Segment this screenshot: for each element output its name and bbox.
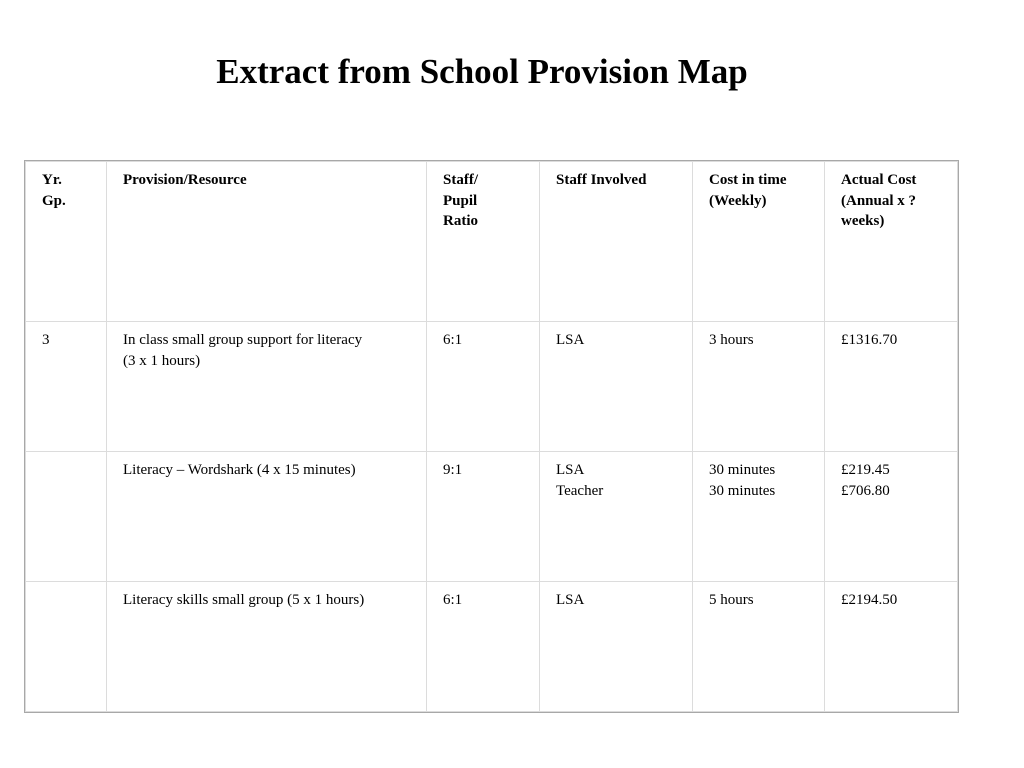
header-year-group: Yr. Gp. [26, 162, 107, 322]
cell-staff-involved: LSA [540, 322, 693, 452]
table-row [26, 322, 958, 452]
page-title: Extract from School Provision Map [216, 52, 748, 91]
header-actual-cost: Actual Cost (Annual x ? weeks) [825, 162, 958, 322]
cell-year-group: 3 [26, 322, 107, 452]
cell-provision-resource: Literacy skills small group (5 x 1 hours) [107, 582, 427, 712]
cell-year-group [26, 582, 107, 712]
table-row [26, 582, 958, 712]
cell-staff-pupil-ratio: 6:1 [427, 322, 540, 452]
table-row [26, 452, 958, 582]
header-provision-resource: Provision/Resource [107, 162, 427, 322]
cell-staff-involved: LSA [540, 582, 693, 712]
header-staff-involved: Staff Involved [540, 162, 693, 322]
provision-map-table [25, 161, 958, 712]
cell-actual-cost: £2194.50 [825, 582, 958, 712]
cell-actual-cost: £219.45 £706.80 [825, 452, 958, 582]
table-header-row [26, 162, 958, 322]
cell-cost-in-time: 30 minutes 30 minutes [693, 452, 825, 582]
cell-cost-in-time: 3 hours [693, 322, 825, 452]
cell-provision-resource: In class small group support for literacy (3 x 1 hours) [107, 322, 427, 452]
cell-cost-in-time: 5 hours [693, 582, 825, 712]
cell-staff-pupil-ratio: 9:1 [427, 452, 540, 582]
cell-provision-resource: Literacy – Wordshark (4 x 15 minutes) [107, 452, 427, 582]
cell-staff-pupil-ratio: 6:1 [427, 582, 540, 712]
cell-staff-involved: LSA Teacher [540, 452, 693, 582]
cell-year-group [26, 452, 107, 582]
header-staff-pupil-ratio: Staff/ Pupil Ratio [427, 162, 540, 322]
header-cost-in-time: Cost in time (Weekly) [693, 162, 825, 322]
cell-actual-cost: £1316.70 [825, 322, 958, 452]
